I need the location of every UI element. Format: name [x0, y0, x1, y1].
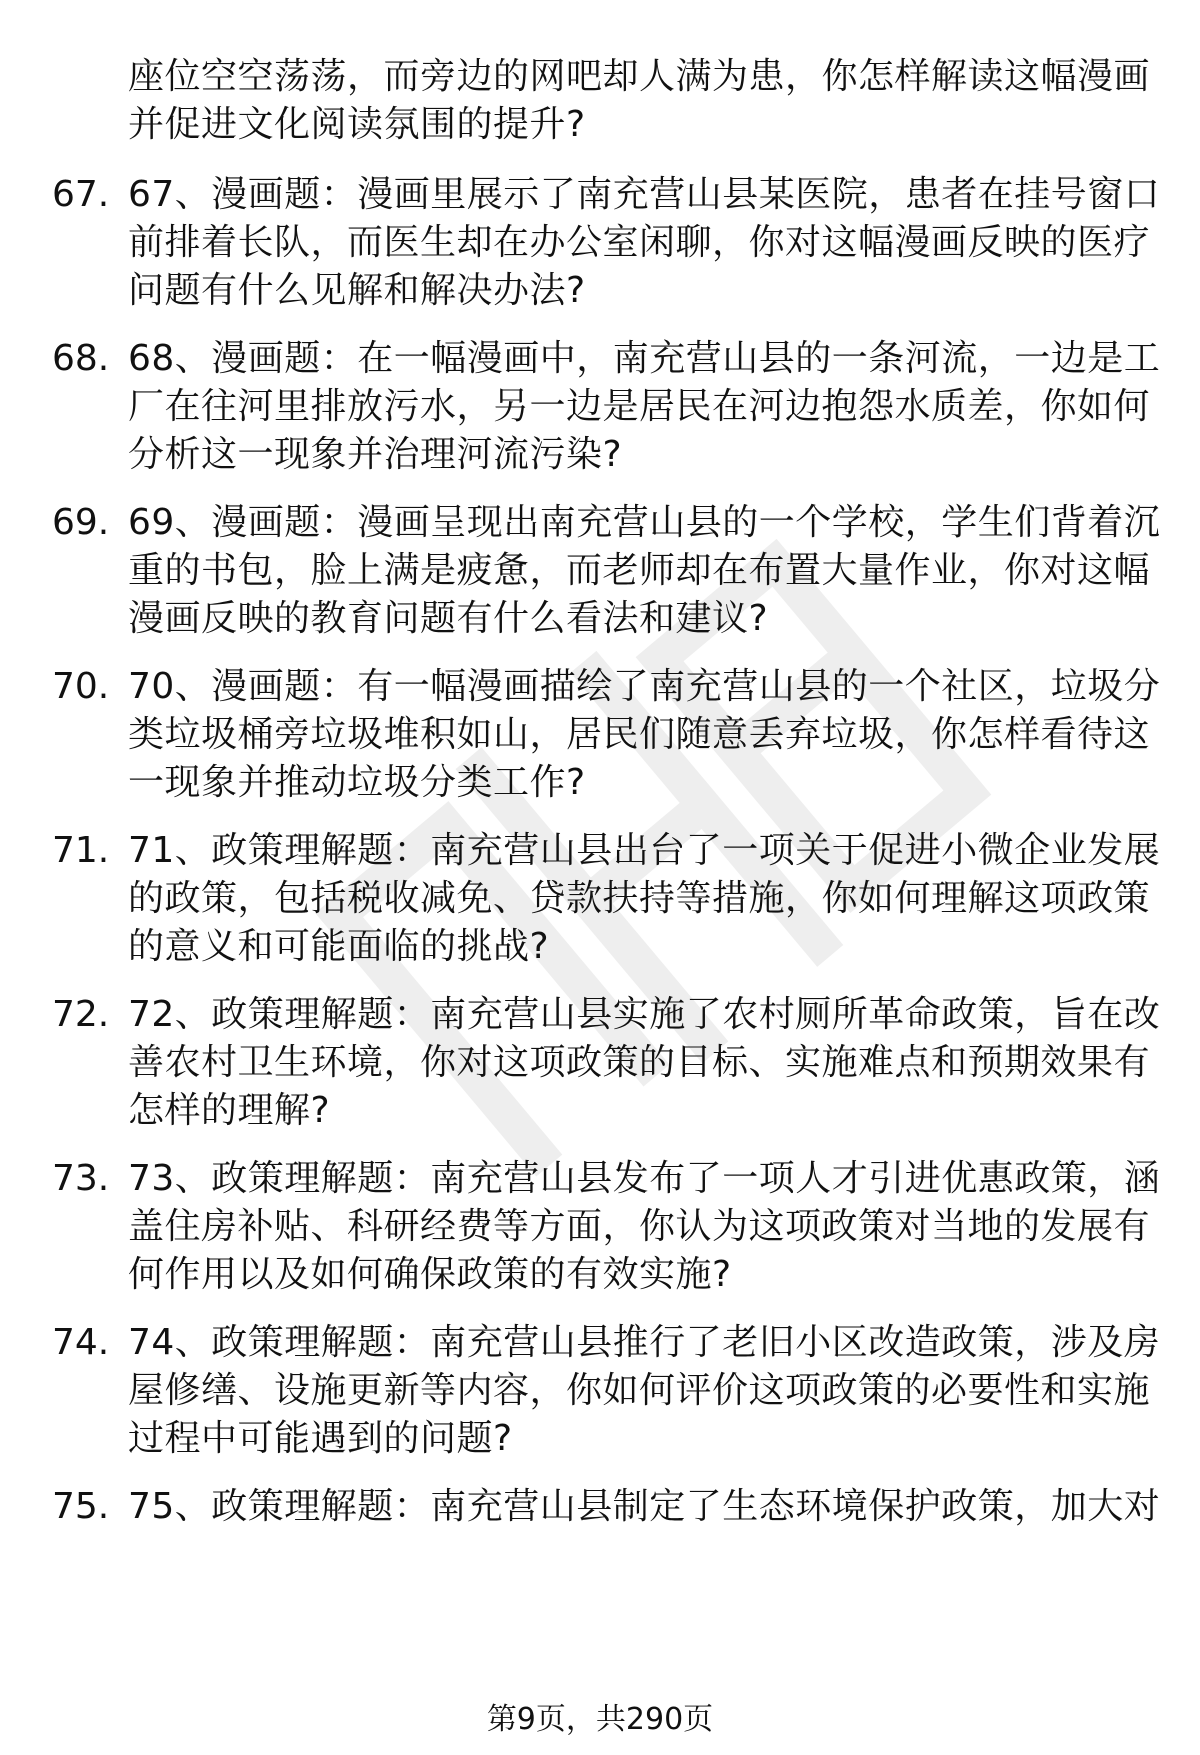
- item-number: 73.: [52, 1158, 110, 1199]
- item-number: 70.: [52, 666, 110, 707]
- item-line: 过程中可能遇到的问题?: [128, 1418, 513, 1459]
- item-line: 70、漫画题：有一幅漫画描绘了南充营山县的一个社区，垃圾分: [128, 666, 1161, 707]
- item-line: 分析这一现象并治理河流污染?: [128, 434, 623, 475]
- page-footer: 第9页，共290页: [486, 1702, 714, 1737]
- item-line: 何作用以及如何确保政策的有效实施?: [128, 1254, 732, 1295]
- item-line: 前排着长队，而医生却在办公室闲聊，你对这幅漫画反映的医疗: [128, 222, 1151, 263]
- item-line: 一现象并推动垃圾分类工作?: [128, 762, 586, 803]
- item-line: 屋修缮、设施更新等内容，你如何评价这项政策的必要性和实施: [128, 1370, 1151, 1411]
- item-line: 问题有什么见解和解决办法?: [128, 270, 586, 311]
- item-line: 67、漫画题：漫画里展示了南充营山县某医院，患者在挂号窗口: [128, 174, 1161, 215]
- item-line: 厂在往河里排放污水，另一边是居民在河边抱怨水质差，你如何: [128, 386, 1151, 427]
- item-line: 类垃圾桶旁垃圾堆积如山，居民们随意丢弃垃圾，你怎样看待这: [128, 714, 1151, 755]
- item-line: 的政策，包括税收减免、贷款扶持等措施，你如何理解这项政策: [128, 878, 1151, 919]
- item-line: 72、政策理解题：南充营山县实施了农村厕所革命政策，旨在改: [128, 994, 1161, 1035]
- item-number: 75.: [52, 1486, 110, 1527]
- item-number: 68.: [52, 338, 110, 379]
- item-number: 67.: [52, 174, 110, 215]
- item-line: 怎样的理解?: [128, 1090, 331, 1131]
- item-line: 漫画反映的教育问题有什么看法和建议?: [128, 598, 769, 639]
- item-number: 72.: [52, 994, 110, 1035]
- item-line: 69、漫画题：漫画呈现出南充营山县的一个学校，学生们背着沉: [128, 502, 1161, 543]
- item-line: 盖住房补贴、科研经费等方面，你认为这项政策对当地的发展有: [128, 1206, 1151, 1247]
- item-number: 74.: [52, 1322, 110, 1363]
- intro-line: 并促进文化阅读氛围的提升?: [128, 104, 586, 145]
- item-line: 71、政策理解题：南充营山县出台了一项关于促进小微企业发展: [128, 830, 1161, 871]
- item-line: 善农村卫生环境，你对这项政策的目标、实施难点和预期效果有: [128, 1042, 1151, 1083]
- item-line: 75、政策理解题：南充营山县制定了生态环境保护政策，加大对: [128, 1486, 1161, 1527]
- item-line: 74、政策理解题：南充营山县推行了老旧小区改造政策，涉及房: [128, 1322, 1161, 1363]
- item-line: 68、漫画题：在一幅漫画中，南充营山县的一条河流，一边是工: [128, 338, 1161, 379]
- item-number: 71.: [52, 830, 110, 871]
- item-line: 重的书包，脸上满是疲惫，而老师却在布置大量作业，你对这幅: [128, 550, 1151, 591]
- intro-line: 座位空空荡荡，而旁边的网吧却人满为患，你怎样解读这幅漫画: [128, 56, 1151, 97]
- item-number: 69.: [52, 502, 110, 543]
- item-line: 73、政策理解题：南充营山县发布了一项人才引进优惠政策，涵: [128, 1158, 1161, 1199]
- item-line: 的意义和可能面临的挑战?: [128, 926, 550, 967]
